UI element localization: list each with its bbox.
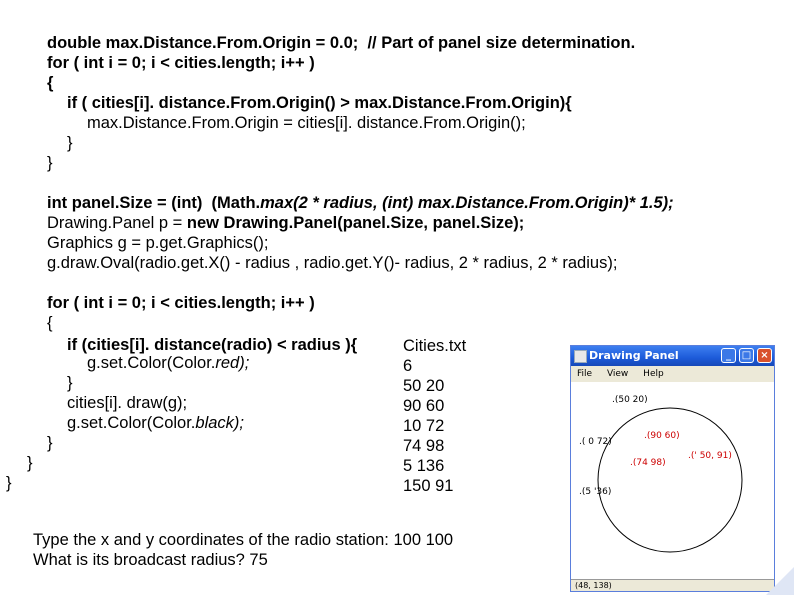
code-line: } bbox=[67, 134, 73, 152]
console-prompt-coordinates: Type the x and y coordinates of the radio station: 100 100 bbox=[33, 531, 454, 549]
menu-help[interactable]: Help bbox=[643, 369, 664, 379]
drawing-canvas[interactable] bbox=[571, 382, 774, 578]
city-point: .(74 98) bbox=[630, 458, 666, 468]
code-line: { bbox=[47, 74, 54, 92]
code-line: g.draw.Oval(radio.get.X() - radius , radio.get.Y()- radius, 2 * radius, 2 * radius); bbox=[47, 254, 618, 272]
cities-file-listing bbox=[403, 336, 466, 496]
drawing-panel-window bbox=[570, 345, 775, 592]
code-line bbox=[67, 413, 244, 433]
cities-file-line: 6 bbox=[403, 357, 413, 375]
code-segment: int panel.Size = (int) (Math. bbox=[47, 194, 261, 212]
minimize-icon[interactable]: _ bbox=[721, 348, 736, 363]
code-line: } bbox=[27, 454, 33, 472]
cities-file-line: 74 98 bbox=[403, 437, 445, 455]
code-line: { bbox=[47, 314, 53, 332]
code-segment: Drawing.Panel p = bbox=[47, 214, 187, 232]
code-line bbox=[47, 213, 524, 233]
code-segment: max(2 * radius, (int) max.Distance.From.Origin)* 1.5); bbox=[260, 194, 674, 212]
window-title: Drawing Panel bbox=[589, 349, 679, 362]
code-line: for ( int i = 0; i < cities.length; i++ ) bbox=[47, 294, 315, 312]
code-segment: red); bbox=[215, 354, 250, 372]
code-line: } bbox=[6, 474, 12, 492]
maximize-icon[interactable]: □ bbox=[739, 348, 754, 363]
code-line: for ( int i = 0; i < cities.length; i++ ) bbox=[47, 54, 315, 72]
code-segment: black); bbox=[195, 414, 244, 432]
code-line: } bbox=[47, 154, 53, 172]
menu-bar bbox=[571, 366, 774, 382]
cities-file-line: 90 60 bbox=[403, 397, 445, 415]
code-segment: g.set.Color(Color. bbox=[87, 354, 216, 372]
city-point: .(' 50, 91) bbox=[688, 451, 732, 461]
code-line: if ( cities[i]. distance.From.Origin() > max.Distance.From.Origin){ bbox=[67, 94, 572, 112]
cities-file-line: 5 136 bbox=[403, 457, 445, 475]
corner-decoration bbox=[754, 555, 794, 595]
drawing-svg bbox=[571, 382, 774, 578]
code-line bbox=[47, 193, 674, 213]
code-line: Graphics g = p.get.Graphics(); bbox=[47, 234, 269, 252]
city-point: .( 0 72) bbox=[579, 437, 612, 447]
city-point: .(50 20) bbox=[612, 395, 648, 405]
menu-view[interactable]: View bbox=[606, 369, 629, 379]
cities-file-line: 10 72 bbox=[403, 417, 445, 435]
cities-file-name: Cities.txt bbox=[403, 337, 467, 355]
code-segment: new Drawing.Panel(panel.Size, panel.Size); bbox=[186, 214, 525, 232]
cursor-coordinates: (48, 138) bbox=[575, 581, 612, 590]
close-icon[interactable]: × bbox=[757, 348, 772, 363]
cities-file-line: 150 91 bbox=[403, 477, 454, 495]
code-line: cities[i]. draw(g); bbox=[67, 394, 188, 412]
broadcast-circle bbox=[598, 408, 742, 552]
code-line bbox=[87, 353, 249, 373]
code-line: } bbox=[47, 434, 53, 452]
cities-file-line: 50 20 bbox=[403, 377, 445, 395]
code-line: if (cities[i]. distance(radio) < radius ){ bbox=[67, 336, 358, 354]
code-line: double max.Distance.From.Origin = 0.0; // Part of panel size determination. bbox=[47, 34, 636, 52]
menu-file[interactable]: File bbox=[577, 369, 593, 379]
city-point: .(90 60) bbox=[644, 431, 680, 441]
app-icon bbox=[574, 350, 587, 363]
status-bar bbox=[571, 579, 774, 591]
city-point: .(5 '36) bbox=[579, 487, 612, 497]
code-segment: g.set.Color(Color. bbox=[67, 414, 196, 432]
code-line: } bbox=[67, 374, 73, 392]
code-line: max.Distance.From.Origin = cities[i]. distance.From.Origin(); bbox=[87, 114, 526, 132]
console-prompt-radius: What is its broadcast radius? 75 bbox=[33, 551, 268, 569]
window-titlebar[interactable] bbox=[571, 346, 774, 366]
